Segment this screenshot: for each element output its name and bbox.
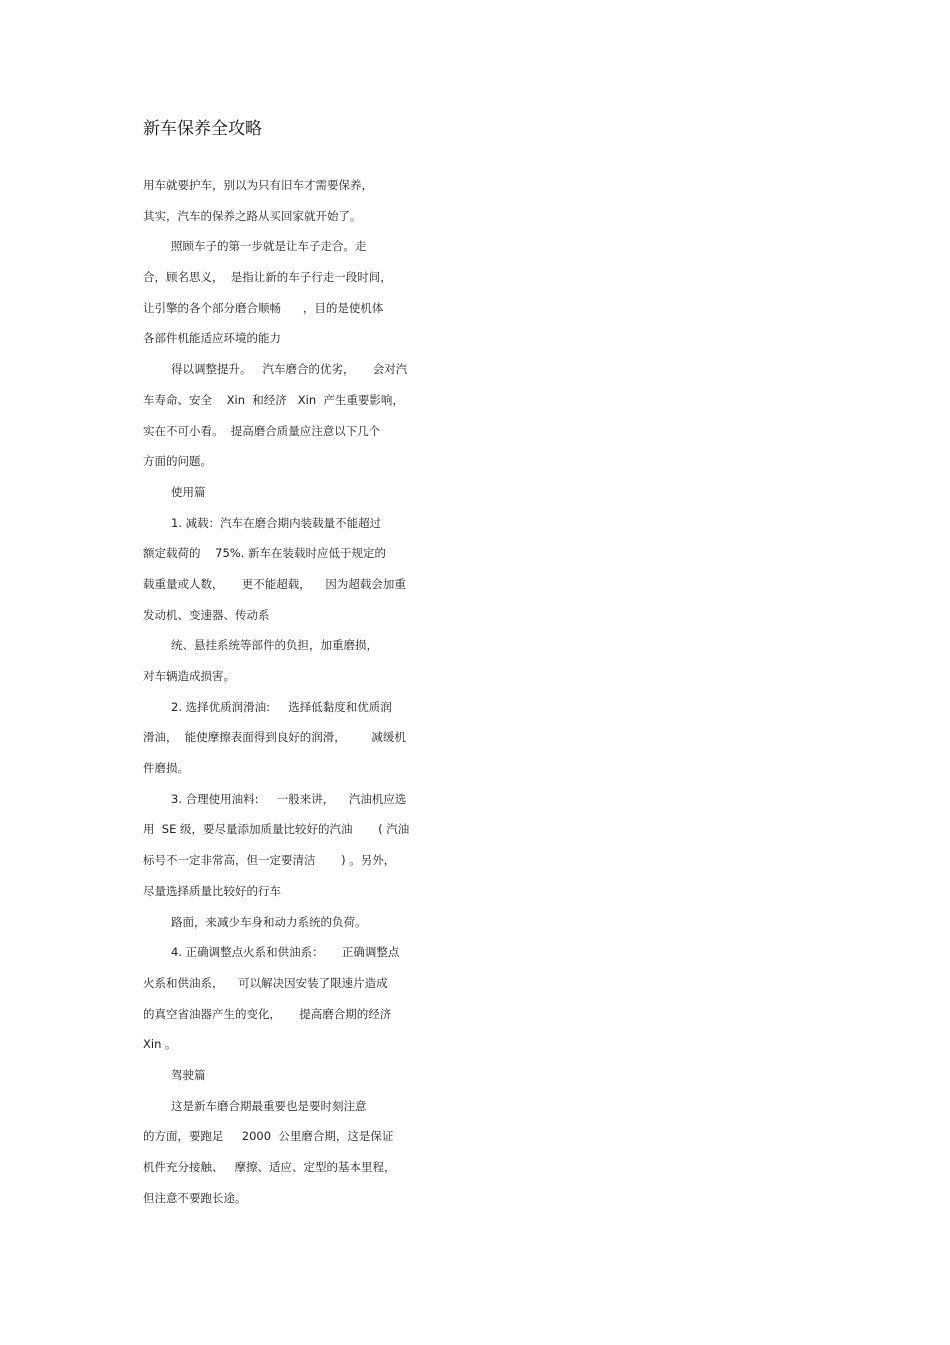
text-line: 照顾车子的第一步就是让车子走合。走 xyxy=(171,239,367,254)
text-line: 尽量选择质量比较好的行车 xyxy=(143,883,281,898)
text-line: 对车辆造成损害。 xyxy=(143,669,235,683)
text-line: 2. 选择优质润滑油: 选择低黏度和优质润 xyxy=(171,699,392,714)
text-line: 额定载荷的 75%. 新车在装载时应低于规定的 xyxy=(143,546,386,561)
document-title: 新车保养全攻略 xyxy=(143,119,262,139)
text-line: 实在不可小看。 提高磨合质量应注意以下几个 xyxy=(143,423,381,438)
text-line: 各部件机能适应环境的能力 xyxy=(143,331,281,346)
text-line: 发动机、变速器、传动系 xyxy=(143,607,270,622)
text-line: 统、悬挂系统等部件的负担，加重磨损， xyxy=(171,638,378,653)
text-line: 这是新车磨合期最重要也是要时刻注意 xyxy=(171,1098,367,1113)
text-line: 其实，汽车的保养之路从买回家就开始了。 xyxy=(143,208,362,223)
text-line: 机件充分接触、 摩擦、适应、定型的基本里程， xyxy=(143,1160,396,1174)
text-line: 的真空省油器产生的变化， 提高磨合期的经济 xyxy=(143,1006,392,1021)
text-line: 得以调整提升。 汽车磨合的优劣， 会对汽 xyxy=(171,362,408,377)
text-line: 使用篇 xyxy=(171,484,206,499)
text-line: 的方面，要跑足 2000 公里磨合期，这是保证 xyxy=(143,1129,394,1144)
text-line: 标号不一定非常高，但一定要清洁 ) 。另外， xyxy=(143,853,396,868)
text-line: 1. 减载：汽车在磨合期内装载量不能超过 xyxy=(171,515,382,530)
text-line: 载重量或人数， 更不能超载， 因为超载会加重 xyxy=(143,576,406,591)
text-line: 合，顾名思义， 是指让新的车子行走一段时间， xyxy=(143,270,392,285)
text-line: 用车就要护车，别以为只有旧车才需要保养， xyxy=(143,178,373,192)
text-line: 滑油， 能使摩擦表面得到良好的润滑， 减缓机 xyxy=(143,730,406,745)
text-line: 用 SE 级，要尽量添加质量比较好的汽油 ( 汽油 xyxy=(143,822,410,837)
text-line: 方面的问题。 xyxy=(143,454,212,469)
document-body xyxy=(143,174,443,1217)
text-line: Xin 。 xyxy=(143,1037,177,1052)
text-line: 4. 正确调整点火系和供油系： 正确调整点 xyxy=(171,945,400,960)
text-line: 车寿命、安全 Xin 和经济 Xin 产生重要影响， xyxy=(143,392,404,407)
text-line: 火系和供油系， 可以解决因安装了限速片造成 xyxy=(143,975,388,990)
text-line: 但注意不要跑长途。 xyxy=(143,1190,247,1205)
text-line: 件磨损。 xyxy=(143,761,189,776)
text-line: 驾驶篇 xyxy=(171,1067,206,1082)
text-line: 路面，来减少车身和动力系统的负荷。 xyxy=(171,914,367,929)
text-line: 3. 合理使用油料: 一般来讲， 汽油机应选 xyxy=(171,791,407,806)
text-line: 让引擎的各个部分磨合顺畅 ，目的是使机体 xyxy=(143,300,384,315)
